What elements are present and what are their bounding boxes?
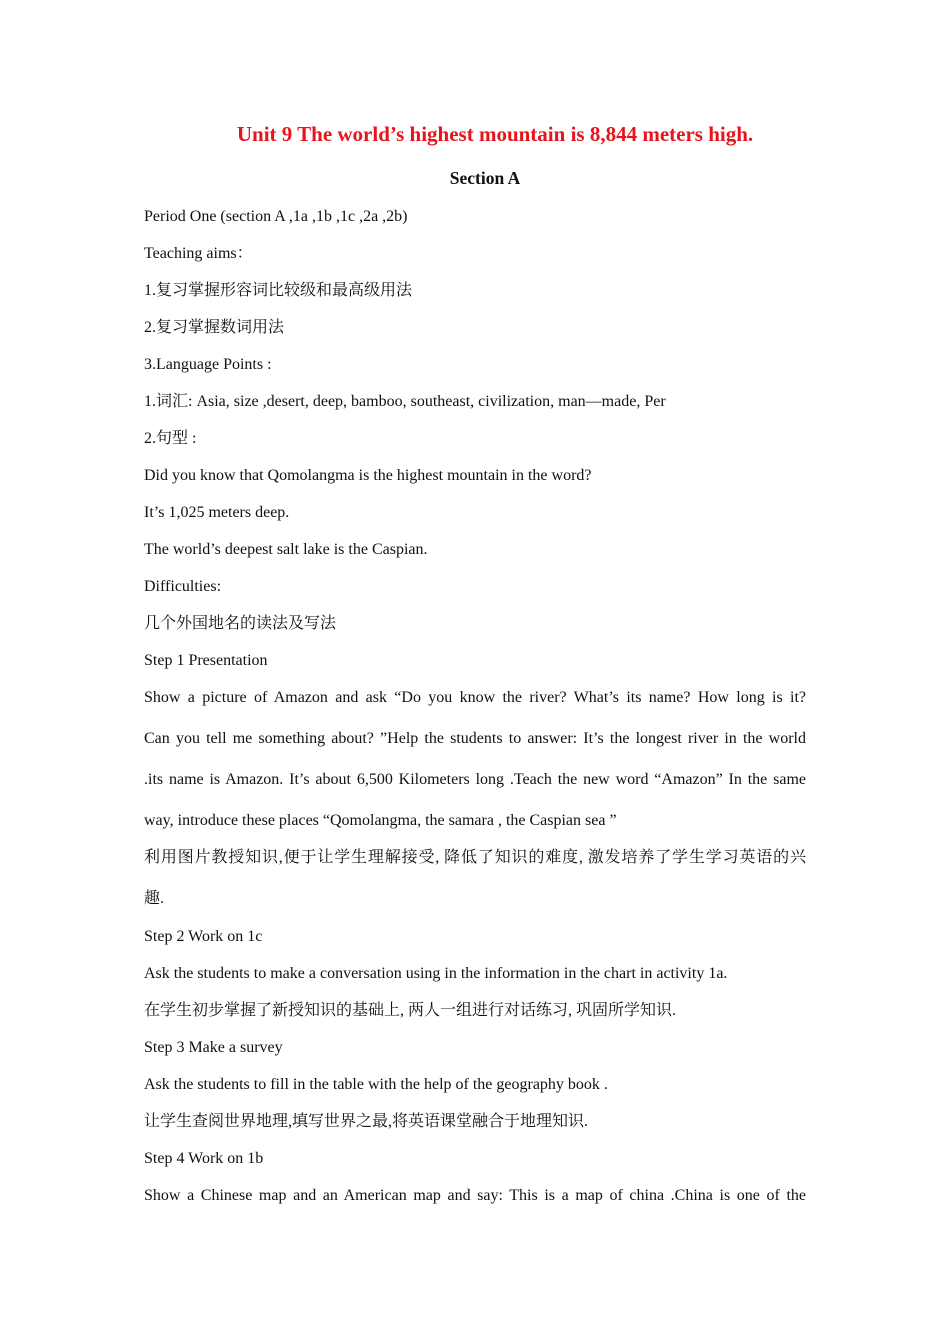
vocabulary-line: 1.词汇: Asia, size ,desert, deep, bamboo, southeast, civilization, man—made, Per <box>144 393 666 410</box>
step-1-paragraph-line: .its name is Amazon. It’s about 6,500 Kilometers long .Teach the new word “Amazon” In the same <box>144 771 806 788</box>
document-title: Unit 9 The world’s highest mountain is 8,844 meters high. <box>236 122 754 146</box>
step-1-paragraph-line: Show a picture of Amazon and ask “Do you know the river? What’s its name? How long is it? <box>144 689 806 706</box>
example-sentence-1: Did you know that Qomolangma is the highest mountain in the word? <box>144 467 592 484</box>
step-1-paragraph-line: way, introduce these places “Qomolangma, the samara , the Caspian sea ” <box>144 812 617 829</box>
step-3-paragraph: Ask the students to fill in the table with the help of the geography book . <box>144 1076 608 1093</box>
step-4-paragraph-line: Show a Chinese map and an American map and say: This is a map of china .China is one of the <box>144 1187 806 1204</box>
language-points-heading: 3.Language Points : <box>144 356 272 373</box>
difficulties-heading: Difficulties: <box>144 578 222 595</box>
example-sentence-3: The world’s deepest salt lake is the Caspian. <box>144 541 428 558</box>
sentence-patterns-heading: 2.句型 : <box>144 430 197 447</box>
aim-item-1: 1.复习掌握形容词比较级和最高级用法 <box>144 282 413 299</box>
example-sentence-2: It’s 1,025 meters deep. <box>144 504 290 521</box>
step-4-heading: Step 4 Work on 1b <box>144 1150 264 1167</box>
period-line: Period One (section A ,1a ,1b ,1c ,2a ,2b) <box>144 208 408 225</box>
step-2-note: 在学生初步掌握了新授知识的基础上, 两人一组进行对话练习, 巩固所学知识. <box>144 1002 677 1019</box>
step-1-note-line: 趣. <box>144 890 165 907</box>
aim-item-2: 2.复习掌握数词用法 <box>144 319 285 336</box>
step-2-heading: Step 2 Work on 1c <box>144 928 263 945</box>
section-heading: Section A <box>449 168 521 188</box>
teaching-aims-heading: Teaching aims： <box>144 245 253 262</box>
step-2-paragraph: Ask the students to make a conversation using in the information in the chart in activity 1a. <box>144 965 728 982</box>
step-1-paragraph-line: Can you tell me something about? ”Help the students to answer: It’s the longest river in the world <box>144 730 806 747</box>
step-1-heading: Step 1 Presentation <box>144 652 268 669</box>
step-1-note-line: 利用图片教授知识,便于让学生理解接受, 降低了知识的难度, 激发培养了学生学习英语的兴 <box>144 849 806 866</box>
step-3-note: 让学生查阅世界地理,填写世界之最,将英语课堂融合于地理知识. <box>144 1113 589 1130</box>
difficulties-text: 几个外国地名的读法及写法 <box>144 615 337 632</box>
step-3-heading: Step 3 Make a survey <box>144 1039 283 1056</box>
